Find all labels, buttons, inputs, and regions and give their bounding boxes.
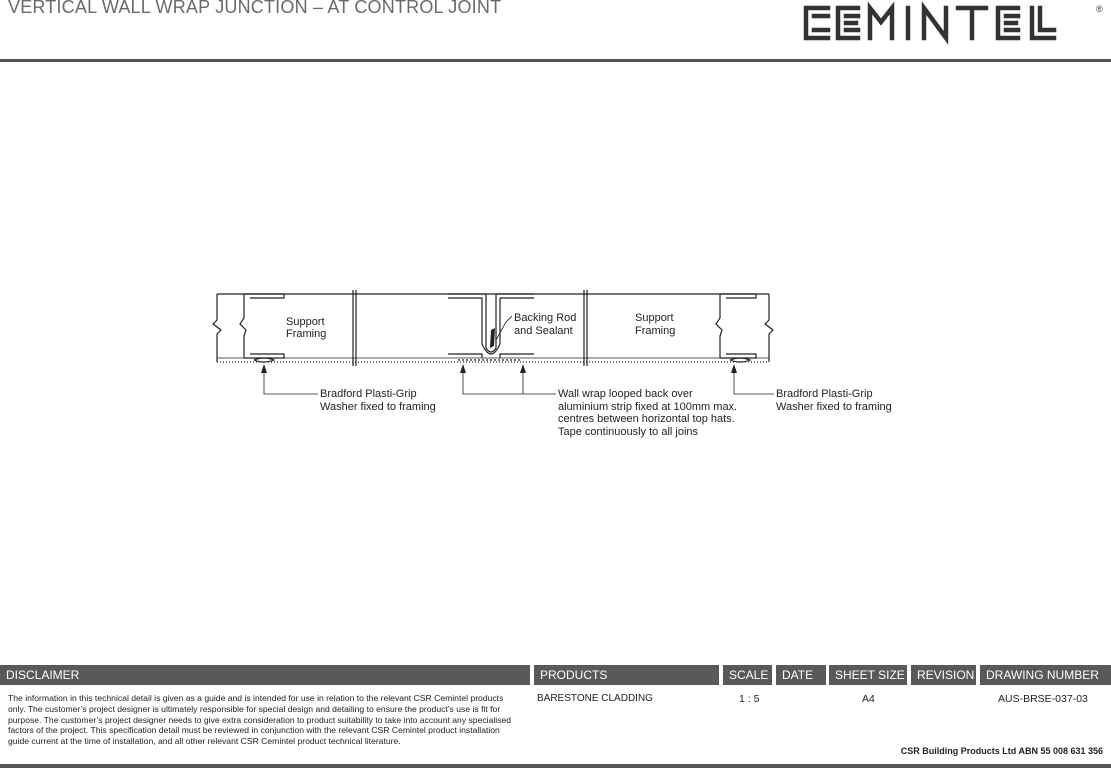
sheet-size-value: A4 [862, 693, 875, 705]
support-framing-right-line1: Support [635, 312, 674, 324]
backing-rod-line2: and Sealant [514, 325, 573, 337]
support-framing-left-line1: Support [286, 316, 325, 328]
support-framing-right-line2: Framing [635, 325, 676, 337]
product-value: BARESTONE CLADDING [537, 693, 653, 704]
sheet-size-header: SHEET SIZE [829, 665, 907, 685]
wall-wrap-line4: Tape continuously to all joins [558, 426, 699, 438]
backing-rod-line1: Backing Rod [514, 312, 577, 324]
support-framing-left-line2: Framing [286, 328, 327, 340]
abn-text: CSR Building Products Ltd ABN 55 008 631 356 [900, 746, 1103, 756]
bradford-left-line1: Bradford Plasti-Grip [320, 388, 417, 400]
date-header: DATE [776, 665, 826, 685]
revision-header: REVISION [911, 665, 976, 685]
disclaimer-text: The information in this technical detail is given as a guide and is intended for use in relation to the relevant CSR Cemintel products only. The customer’s project designer is ultimately responsible for special design and detailing to ensure the product’s use is fit for purpose. The customer’s project designer needs to give extra consideration to product suitability to take into account any specialised factors of the project. This specification detail must be reviewed in conjunction with the relevant CSR Cemintel product installation guide current at the time of installation, and all other relevant CSR Cemintel product technical literature. [8, 693, 512, 747]
bradford-right-line1: Bradford Plasti-Grip [776, 388, 873, 400]
scale-header: SCALE [723, 665, 772, 685]
drawing-title: VERTICAL WALL WRAP JUNCTION – AT CONTROL JOINT [8, 0, 502, 17]
wall-wrap-line2: aluminium strip fixed at 100mm max. [558, 401, 738, 413]
disclaimer-header: DISCLAIMER [0, 665, 530, 685]
registered-mark: ® [1096, 4, 1103, 14]
products-header: PRODUCTS [534, 665, 719, 685]
bradford-left-line2: Washer fixed to framing [320, 401, 436, 413]
scale-value: 1 : 5 [739, 693, 760, 705]
drawing-number-header: DRAWING NUMBER [980, 665, 1111, 685]
wall-wrap-line3: centres between horizontal top hats. [558, 413, 735, 425]
bradford-right-line2: Washer fixed to framing [776, 401, 892, 413]
drawing-number-value: AUS-BRSE-037-03 [998, 693, 1088, 705]
wall-wrap-line1: Wall wrap looped back over [558, 388, 693, 400]
footer-rule [0, 764, 1111, 768]
